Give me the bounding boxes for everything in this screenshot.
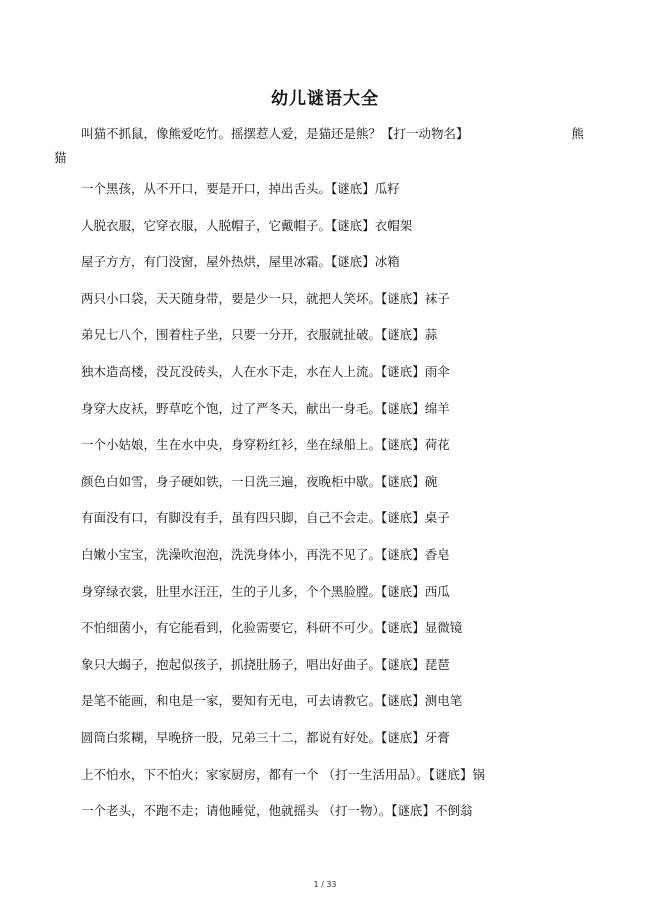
riddle-item: 颜色白如雪，身子硬如铁，一日洗三遍，夜晚柜中歇。【谜底】碗 xyxy=(81,473,438,489)
riddle-item: 两只小口袋，天天随身带，要是少一只，就把人笑坏。【谜底】袜子 xyxy=(81,290,450,306)
riddle-item: 象只大蝎子，抱起似孩子，抓挠肚肠子，唱出好曲子。【谜底】琵琶 xyxy=(81,656,450,672)
riddle-list xyxy=(81,180,601,839)
riddle-item: 白嫩小宝宝，洗澡吹泡泡，洗洗身体小，再洗不见了。【谜底】香皂 xyxy=(81,546,450,562)
riddle-item: 屋子方方，有门没窗，屋外热烘，屋里冰霜。【谜底】冰箱 xyxy=(81,254,400,270)
intro-riddle-answer-part1: 熊 xyxy=(571,126,584,141)
riddle-item: 一个黑孩，从不开口，要是开口，掉出舌头。【谜底】瓜籽 xyxy=(81,181,400,196)
riddle-item: 身穿绿衣裳，肚里水汪汪，生的子儿多，个个黑脸膛。【谜底】西瓜 xyxy=(81,583,450,599)
riddle-item: 一个小姑娘，生在水中央，身穿粉红衫，坐在绿船上。【谜底】荷花 xyxy=(81,437,450,453)
riddle-item: 有面没有口，有脚没有手，虽有四只脚，自己不会走。【谜底】桌子 xyxy=(81,510,450,526)
riddle-item: 一个老头，不跑不走；请他睡觉，他就摇头 （打一物）。【谜底】不倒翁 xyxy=(81,803,473,819)
intro-riddle-line xyxy=(54,122,584,146)
riddle-item: 人脱衣服，它穿衣服，人脱帽子，它戴帽子。【谜底】衣帽架 xyxy=(81,217,413,233)
intro-riddle-question: 叫猫不抓鼠，像熊爱吃竹。摇摆惹人爱，是猫还是熊？【打一动物名】 xyxy=(81,126,469,141)
riddle-item: 圆筒白浆糊，早晚挤一股，兄弟三十二，都说有好处。【谜底】牙膏 xyxy=(81,729,450,745)
intro-riddle-answer-part2: 猫 xyxy=(54,150,67,165)
riddle-item: 上不怕水，下不怕火；家家厨房，都有一个 （打一生活用品）。【谜底】锅 xyxy=(81,766,485,782)
riddle-item: 独木造高楼，没瓦没砖头，人在水下走，水在人上流。【谜底】雨伞 xyxy=(81,363,450,379)
riddle-item: 不怕细菌小，有它能看到，化验需要它，科研不可少。【谜底】显微镜 xyxy=(81,620,463,636)
page-number: 1 / 33 xyxy=(313,880,337,889)
intro-riddle xyxy=(54,122,584,170)
page-title: 幼儿谜语大全 xyxy=(271,89,379,109)
riddle-item: 弟兄七八个，围着柱子坐，只要一分开，衣服就扯破。【谜底】蒜 xyxy=(81,327,438,343)
riddle-item: 身穿大皮袄，野草吃个饱，过了严冬天，献出一身毛。【谜底】绵羊 xyxy=(81,400,450,416)
riddle-item: 是笔不能画，和电是一家，要知有无电，可去请教它。【谜底】测电笔 xyxy=(81,693,463,709)
